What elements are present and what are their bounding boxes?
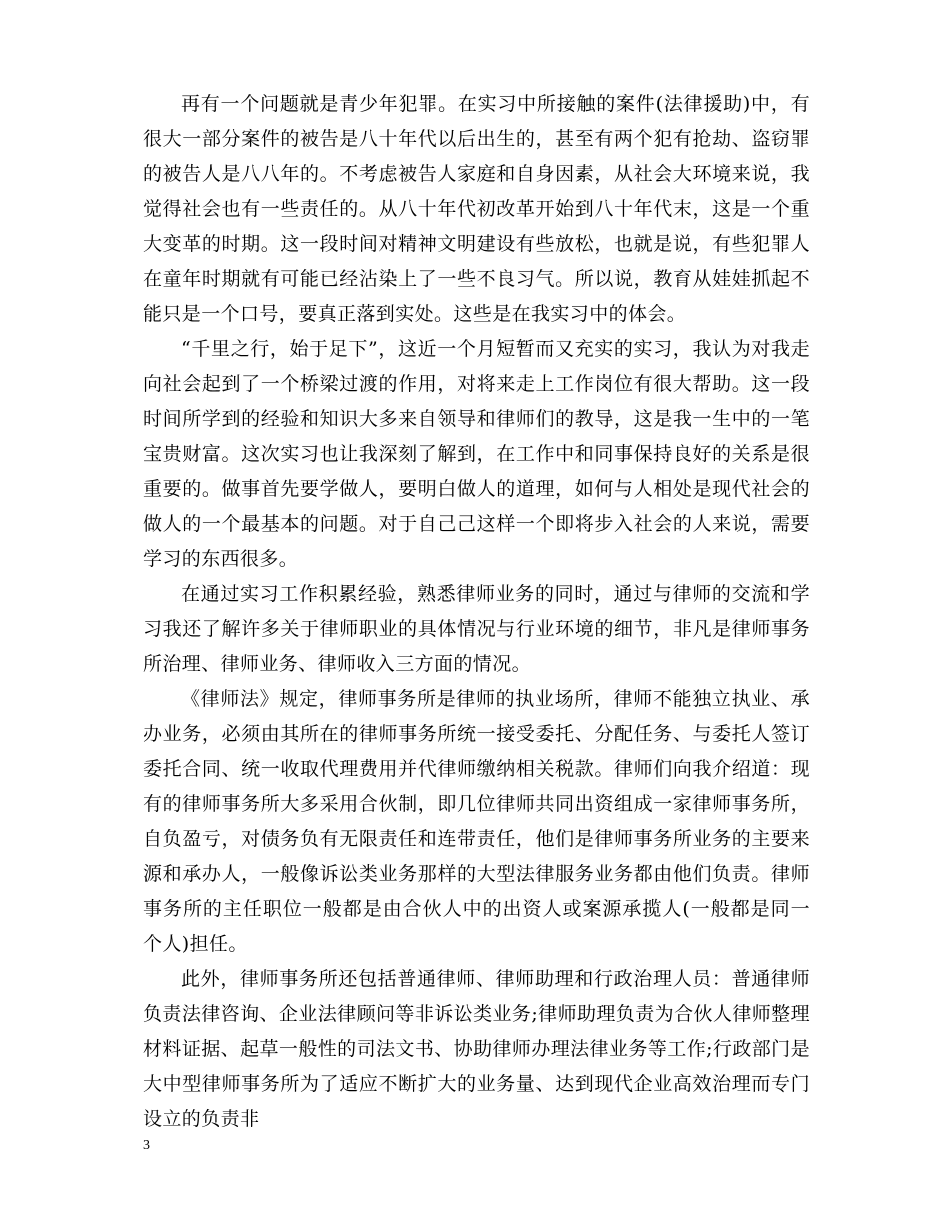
document-body <box>143 87 810 1137</box>
paragraph-firm-staff: 此外，律师事务所还包括普通律师、律师助理和行政治理人员：普通律师负责法律咨询、企业法律顾问等非诉讼类业务;律师助理负责为合伙人律师整理材料证据、起草一般性的司法文书、协助律师办理法律业务等工作;行政部门是大中型律师事务所为了适应不断扩大的业务量、达到现代企业高效治理而专门设立的负责非 <box>143 968 810 1130</box>
paragraph-lawyer-profession: 在通过实习工作积累经验，熟悉律师业务的同时，通过与律师的交流和学习我还了解许多关于律师职业的具体情况与行业环境的细节，非凡是律师事务所治理、律师业务、律师收入三方面的情况。 <box>143 583 810 675</box>
paragraph-juvenile-crime: 再有一个问题就是青少年犯罪。在实习中所接触的案件(法律援助)中，有很大一部分案件的被告是八十年代以后出生的，甚至有两个犯有抢劫、盗窃罪的被告人是八八年的。不考虑被告人家庭和自身因素，从社会大环境来说，我觉得社会也有一些责任的。从八十年代初改革开始到八十年代末，这是一个重大变革的时期。这一段时间对精神文明建设有些放松，也就是说，有些犯罪人在童年时期就有可能已经沾染上了一些不良习气。所以说，教育从娃娃抓起不能只是一个口号，要真正落到实处。这些是在我实习中的体会。 <box>143 93 810 325</box>
paragraph-internship-reflection: “千里之行，始于足下”，这近一个月短暂而又充实的实习，我认为对我走向社会起到了一个桥梁过渡的作用，对将来走上工作岗位有很大帮助。这一段时间所学到的经验和知识大多来自领导和律师们的教导，这是我一生中的一笔宝贵财富。这次实习也让我深刻了解到，在工作中和同事保持良好的关系是很重要的。做事首先要学做人，要明白做人的道理，如何与人相处是现代社会的做人的一个最基本的问题。对于自己己这样一个即将步入社会的人来说，需要学习的东西很多。 <box>143 338 810 570</box>
page-number: 3 <box>143 1138 150 1153</box>
paragraph-lawyer-law: 《律师法》规定，律师事务所是律师的执业场所，律师不能独立执业、承办业务，必须由其所在的律师事务所统一接受委托、分配任务、与委托人签订委托合同、统一收取代理费用并代律师缴纳相关税款。律师们向我介绍道：现有的律师事务所大多采用合伙制，即几位律师共同出资组成一家律师事务所，自负盈亏，对债务负有无限责任和连带责任，他们是律师事务所业务的主要来源和承办人，一般像诉讼类业务那样的大型法律服务业务都由他们负责。律师事务所的主任职位一般都是由合伙人中的出资人或案源承揽人(一般都是同一个人)担任。 <box>143 688 810 955</box>
